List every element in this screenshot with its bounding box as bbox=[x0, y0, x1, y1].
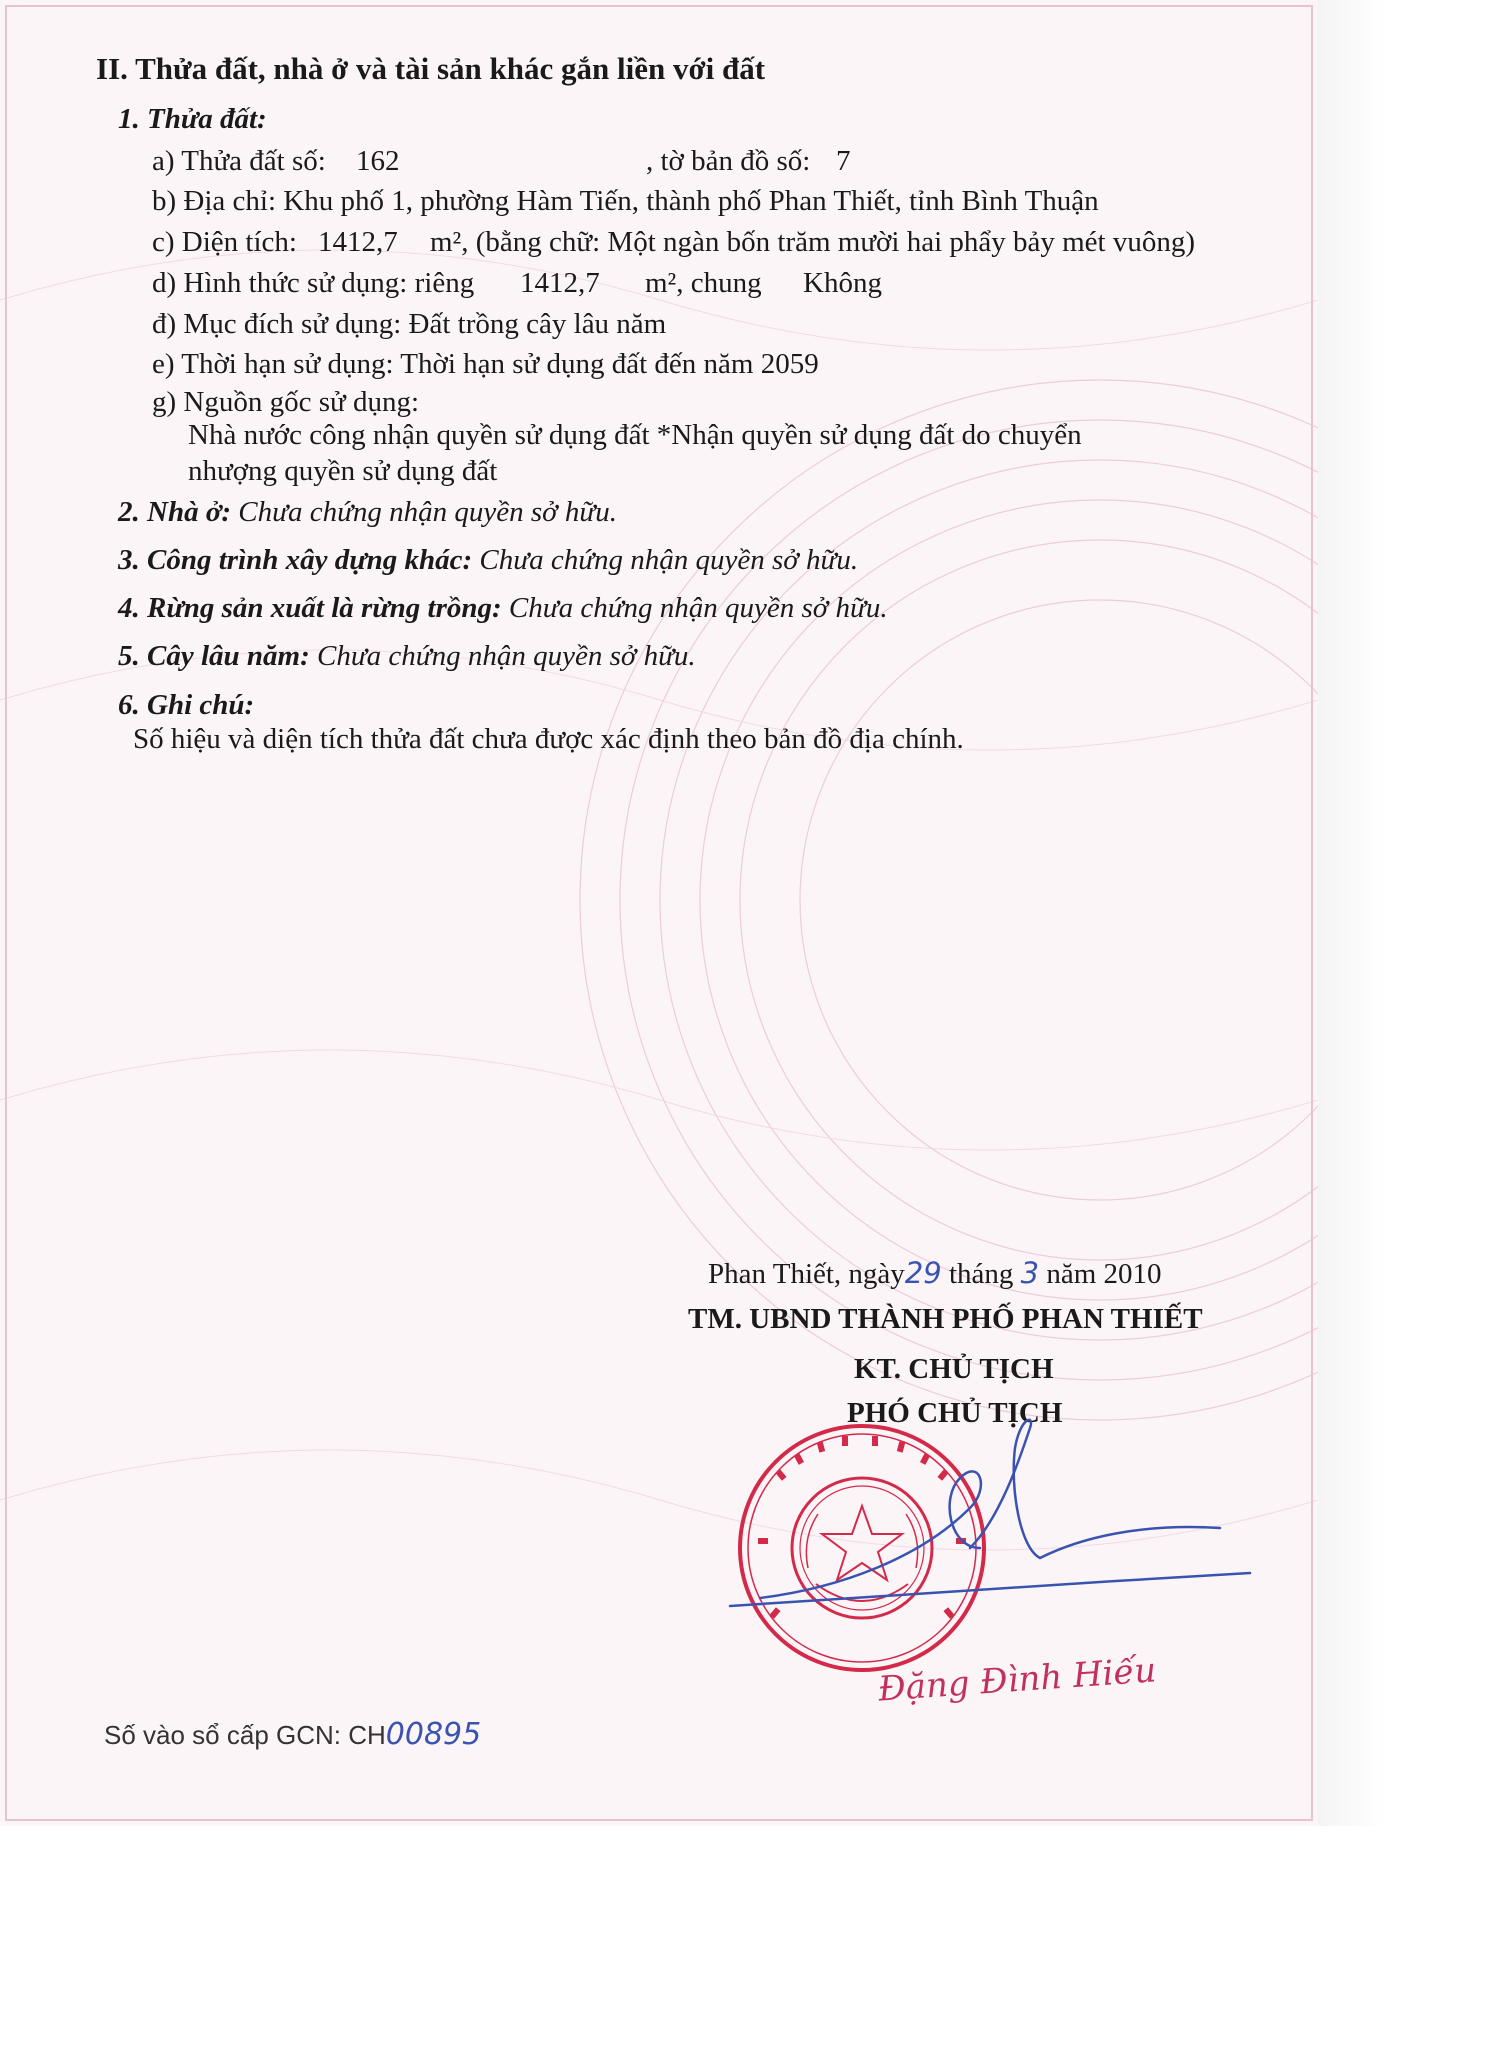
note-text: Số hiệu và diện tích thửa đất chưa được xác định theo bản đồ địa chính. bbox=[133, 723, 964, 755]
date-day: 29 bbox=[904, 1256, 942, 1290]
map-sheet-label: , tờ bản đồ số: bbox=[646, 145, 811, 177]
handwritten-signature-icon bbox=[720, 1398, 1260, 1628]
production-forest-label: 4. Rừng sản xuất là rừng trồng: bbox=[118, 592, 502, 624]
production-forest-value: Chưa chứng nhận quyền sở hữu. bbox=[508, 592, 888, 624]
shared-label: m², chung bbox=[645, 267, 762, 299]
usage-form-label: d) Hình thức sử dụng: riêng bbox=[152, 267, 475, 299]
private-area-value: 1412,7 bbox=[520, 267, 600, 299]
area-in-words: m², (bằng chữ: Một ngàn bốn trăm mười hai phẩy bảy mét vuông) bbox=[430, 226, 1196, 258]
note-label: 6. Ghi chú: bbox=[118, 689, 255, 721]
for-chairman: KT. CHỦ TỊCH bbox=[854, 1353, 1054, 1385]
issuing-authority: TM. UBND THÀNH PHỐ PHAN THIẾT bbox=[688, 1303, 1203, 1335]
other-construction-row bbox=[118, 543, 858, 577]
date-year: năm 2010 bbox=[1046, 1258, 1162, 1290]
other-construction-label: 3. Công trình xây dựng khác: bbox=[118, 544, 473, 576]
usage-origin-line-1: Nhà nước công nhận quyền sử dụng đất *Nhận quyền sử dụng đất do chuyển bbox=[188, 419, 1082, 451]
perennial-trees-row bbox=[118, 639, 696, 673]
other-construction-value: Chưa chứng nhận quyền sở hữu. bbox=[479, 544, 859, 576]
shared-area-value: Không bbox=[803, 267, 882, 299]
land-heading: 1. Thửa đất: bbox=[118, 103, 267, 135]
usage-origin-line-2: nhượng quyền sử dụng đất bbox=[188, 455, 498, 487]
production-forest-row bbox=[118, 591, 888, 625]
vice-chairman: PHÓ CHỦ TỊCH bbox=[847, 1397, 1063, 1429]
parcel-number-value: 162 bbox=[356, 145, 400, 177]
usage-purpose: đ) Mục đích sử dụng: Đất trồng cây lâu năm bbox=[152, 308, 667, 340]
address-line: b) Địa chỉ: Khu phố 1, phường Hàm Tiến, thành phố Phan Thiết, tỉnh Bình Thuận bbox=[152, 185, 1099, 217]
perennial-trees-value: Chưa chứng nhận quyền sở hữu. bbox=[317, 640, 696, 672]
registry-number: 00895 bbox=[385, 1717, 482, 1752]
house-row bbox=[118, 495, 617, 529]
usage-term: e) Thời hạn sử dụng: Thời hạn sử dụng đất đến năm 2059 bbox=[152, 348, 819, 380]
date-place: Phan Thiết, ngày bbox=[708, 1258, 905, 1290]
perennial-trees-label: 5. Cây lâu năm: bbox=[118, 640, 310, 672]
registry-line bbox=[104, 1718, 481, 1752]
house-value: Chưa chứng nhận quyền sở hữu. bbox=[238, 496, 617, 528]
usage-origin-label: g) Nguồn gốc sử dụng: bbox=[152, 386, 420, 418]
section-title: II. Thửa đất, nhà ở và tài sản khác gắn liền với đất bbox=[96, 51, 766, 86]
house-label: 2. Nhà ở: bbox=[118, 496, 232, 528]
area-label: c) Diện tích: bbox=[152, 226, 297, 258]
scan-margin-bottom bbox=[0, 1826, 1489, 2048]
map-sheet-value: 7 bbox=[836, 145, 851, 177]
date-month-label: tháng bbox=[948, 1258, 1014, 1290]
signer-name: Đặng Đình Hiếu bbox=[876, 1650, 1158, 1710]
registry-label: Số vào sổ cấp GCN: CH bbox=[104, 1720, 386, 1750]
date-month: 3 bbox=[1020, 1256, 1040, 1290]
area-value: 1412,7 bbox=[318, 226, 398, 258]
date-line bbox=[708, 1256, 1162, 1291]
parcel-number-label: a) Thửa đất số: bbox=[152, 145, 326, 177]
scan-margin-right bbox=[1318, 0, 1489, 1826]
